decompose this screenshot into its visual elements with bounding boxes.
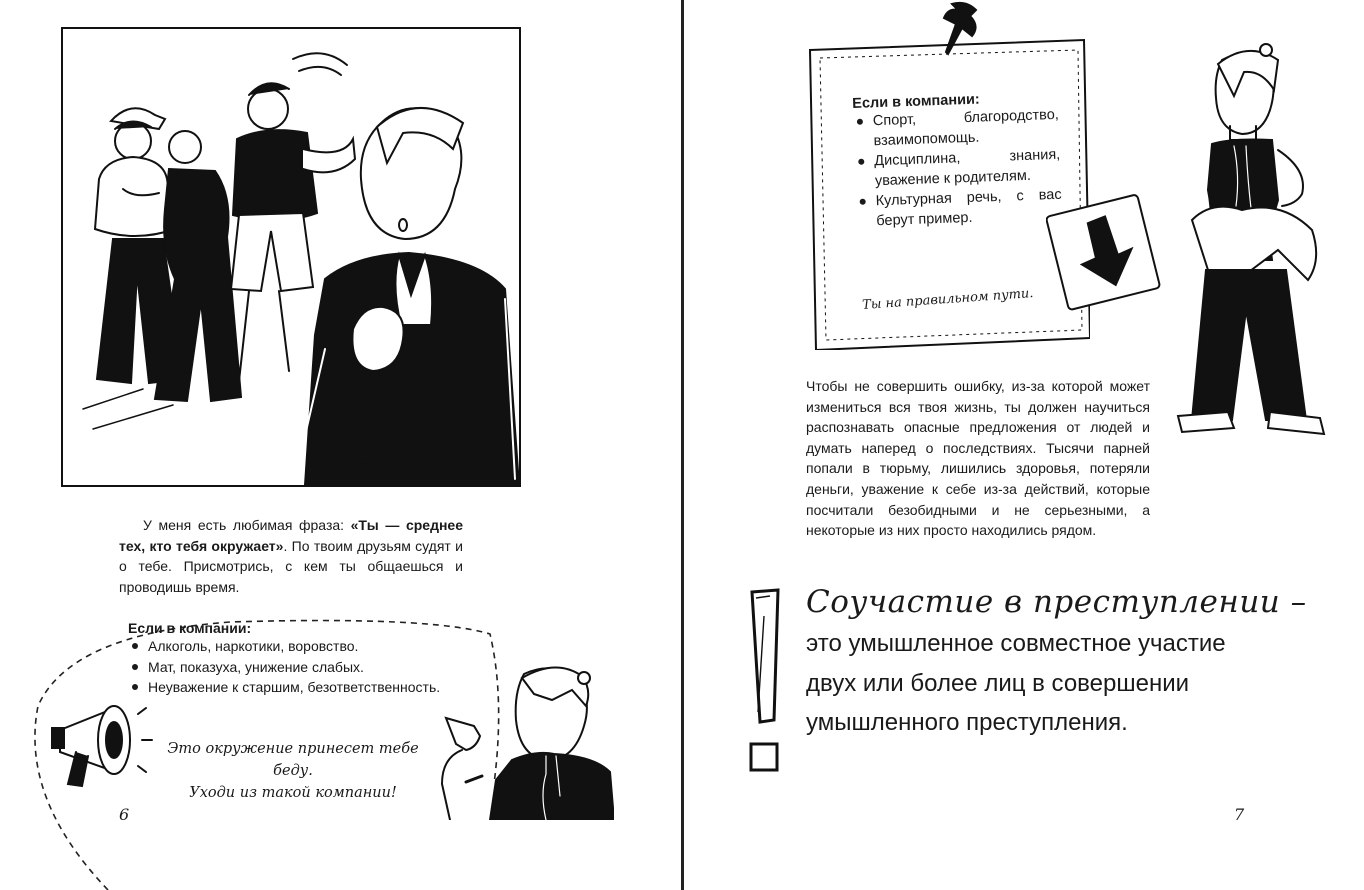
intro-text-part1: У меня есть любимая фраза: (143, 517, 351, 533)
arrow-down-icon (1046, 190, 1162, 314)
megaphone-icon (48, 694, 158, 798)
page-number-right: 7 (1234, 805, 1245, 824)
warning-line-1: Это окружение принесет тебе беду. (167, 741, 419, 779)
good-company-title: Если в компании: (852, 91, 981, 112)
push-pin-icon (922, 0, 992, 56)
bad-company-item: Алкоголь, наркотики, воровство. (128, 636, 464, 657)
warning-paragraph: Чтобы не совершить ошибку, из-за которой может измениться вся твоя жизнь, ты должен научиться распознавать опасные предложения от людей и думать наперед о последствиях. Тысячи парней попали в тюрьму, лишились здоровья, потеряли деньги, уважение к себе из-за действий, которые посчитали безобидными и не серьезными, а некоторые из них просто находились рядом. (806, 378, 1150, 539)
exclamation-mark-icon (748, 588, 788, 778)
bad-company-item: Мат, показуха, унижение слабых. (128, 657, 464, 678)
bad-company-block (128, 620, 464, 698)
bad-company-title: Если в компании: (128, 620, 252, 636)
page-number-left: 6 (119, 805, 130, 824)
bad-company-item: Неуважение к старшим, безответственность. (128, 677, 464, 698)
good-company-item: Дисциплина, знания, уважение к родителям. (854, 145, 1061, 192)
definition-body: это умышленное совместное участие двух или более лиц в совершении умышленного преступления. (806, 630, 1226, 736)
pointing-character-illustration (438, 660, 614, 820)
bad-company-warning (158, 738, 428, 804)
intro-quote: «Ты — среднее тех, кто тебя окружает» (119, 517, 463, 554)
warning-line-2: Уходи из такой компании! (189, 785, 397, 801)
good-company-item: Культурная речь, с вас берут пример. (855, 185, 1062, 232)
group-of-teens-illustration (61, 27, 521, 487)
good-company-block (852, 89, 1063, 232)
bad-company-list (128, 636, 464, 698)
definition-title: Соучастие в преступлении – (806, 584, 1307, 620)
teens-drawing (63, 29, 519, 485)
intro-paragraph (119, 515, 463, 597)
standing-character-illustration (1170, 40, 1330, 440)
good-company-list (853, 105, 1063, 232)
intro-text-part2: . По твоим друзьям судят и о тебе. Присмотрись, с кем ты общаешься и проводишь время. (119, 537, 463, 595)
good-company-note: Ты на правильном пути. (861, 286, 1034, 313)
good-company-item: Спорт, благородство, взаимопомощь. (853, 105, 1060, 152)
left-page (0, 0, 681, 890)
